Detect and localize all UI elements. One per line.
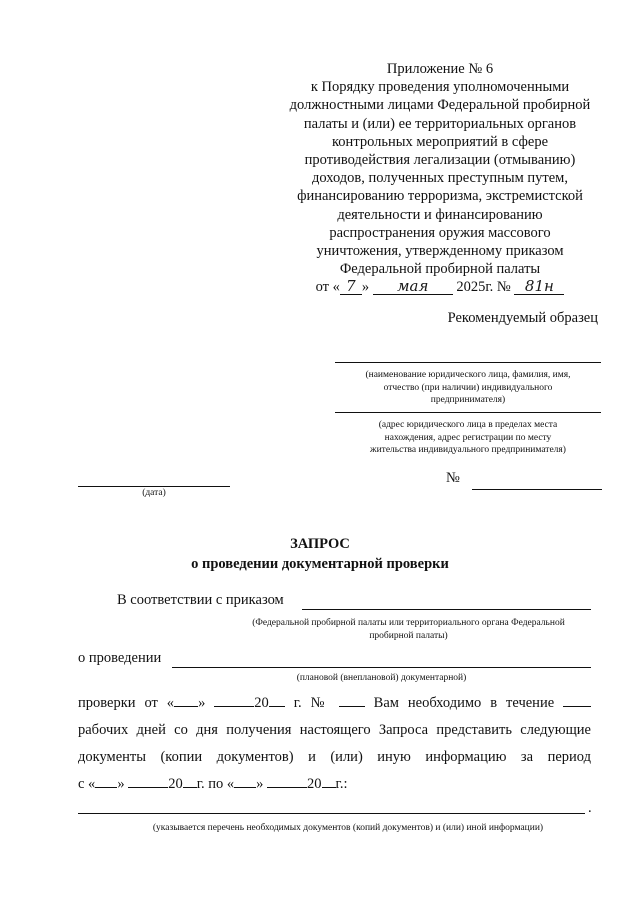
header-line: должностными лицами Федеральной пробирной: [289, 97, 591, 114]
word: Вам: [373, 695, 399, 711]
date-caption: (дата): [142, 488, 166, 498]
document-title: [0, 534, 640, 574]
recipient-name-caption: [335, 369, 601, 407]
date-line[interactable]: [78, 486, 230, 487]
date-month-handwritten: мая: [373, 279, 453, 295]
word: необходимо: [407, 695, 482, 711]
number-line[interactable]: [472, 489, 602, 490]
word: в: [490, 695, 498, 711]
date-prefix: от «: [315, 279, 340, 296]
documents-list-caption: (указывается перечень необходимых документов (копий документов) и (или) иной информации): [152, 823, 544, 833]
header-line: доходов, полученных преступным путем,: [312, 170, 568, 187]
recipient-name-line[interactable]: [335, 362, 601, 363]
word: г.:: [335, 776, 348, 792]
date-mid: »: [361, 279, 370, 296]
word: г. №: [293, 695, 330, 711]
word: течение: [506, 695, 555, 711]
inspection-type-line[interactable]: [172, 667, 591, 668]
word: от «: [144, 695, 175, 711]
body-line-3: [78, 694, 591, 712]
period-start-year-blank[interactable]: [183, 775, 197, 788]
period-end-year-blank[interactable]: [322, 775, 336, 788]
check-number-blank[interactable]: [339, 694, 365, 707]
period-start-day-blank[interactable]: [95, 775, 117, 788]
order-prefix: В соответствии с приказом: [117, 592, 284, 608]
header-line: деятельности и финансированию: [337, 206, 543, 223]
word: г. по «: [196, 776, 235, 792]
word: »: [256, 776, 264, 792]
recipient-address-field: [335, 412, 601, 457]
caption-line: пробирной палаты): [369, 631, 448, 641]
header-line: Федеральной пробирной палаты: [339, 261, 541, 278]
title-subline: о проведении документарной проверки: [191, 556, 449, 572]
date-year: 2025: [456, 279, 486, 296]
header-line: распространения оружия массового: [329, 224, 551, 241]
header-line: контрольных мероприятий в сфере: [332, 133, 548, 150]
recipient-address-caption: [335, 419, 601, 457]
body-line-5: документы (копии документов) и (или) иную информацию за период: [78, 749, 591, 765]
header-line: финансированию терроризма, экстремистской: [297, 188, 583, 205]
body-line-6: [78, 775, 347, 793]
header-line: Приложение № 6: [386, 61, 494, 77]
date-day-handwritten: 7: [340, 279, 362, 295]
word: 20: [254, 695, 269, 711]
recipient-address-line[interactable]: [335, 412, 601, 413]
period-end-month-blank[interactable]: [267, 775, 307, 788]
inspection-type-caption: (плановой (внеплановой) документарной): [296, 673, 467, 683]
period-start-month-blank[interactable]: [128, 775, 168, 788]
date-suffix: г. №: [485, 279, 511, 296]
header-line: противодействия легализации (отмыванию): [304, 152, 576, 169]
days-count-blank[interactable]: [563, 694, 591, 707]
title-line: ЗАПРОС: [290, 536, 350, 552]
check-year-blank[interactable]: [269, 694, 285, 707]
caption-line: (Федеральной пробирной палаты или территориального органа Федеральной: [252, 618, 565, 628]
order-date-line: [270, 278, 610, 296]
word: »: [117, 776, 125, 792]
order-issuer-caption: [226, 617, 591, 643]
word: с «: [78, 776, 96, 792]
order-number-handwritten: 81н: [514, 279, 564, 295]
body-line-4: рабочих дней со дня получения настоящего Запроса представить следующие: [78, 722, 591, 738]
order-issuer-line[interactable]: [302, 609, 591, 610]
list-end-dot: .: [588, 800, 592, 816]
conduct-prefix: о проведении: [78, 650, 162, 666]
header-line: к Порядку проведения уполномоченными: [310, 79, 570, 96]
caption-line: (наименование юридического лица, фамилия, имя,: [365, 370, 571, 380]
recommended-sample-label: Рекомендуемый образец: [447, 310, 598, 326]
appendix-header: [270, 60, 610, 297]
header-line: палаты и (или) ее территориальных органов: [303, 115, 577, 132]
number-label: №: [446, 470, 460, 486]
header-line: уничтожения, утвержденному приказом: [316, 243, 564, 260]
word: проверки: [78, 695, 136, 711]
caption-line: нахождения, адрес регистрации по месту: [384, 432, 552, 443]
word: 20: [307, 776, 322, 792]
documents-list-line[interactable]: [78, 813, 585, 814]
word: 20: [168, 776, 183, 792]
word: »: [198, 695, 206, 711]
check-month-blank[interactable]: [214, 694, 254, 707]
caption-line: (адрес юридического лица в пределах места: [378, 420, 558, 430]
check-day-blank[interactable]: [174, 694, 198, 707]
caption-line: отчество (при наличии) индивидуального: [383, 382, 553, 393]
caption-line: жительства индивидуального предпринимателя): [370, 445, 566, 455]
caption-line: предпринимателя): [430, 395, 506, 405]
recipient-name-field: [335, 362, 601, 407]
period-end-day-blank[interactable]: [234, 775, 256, 788]
